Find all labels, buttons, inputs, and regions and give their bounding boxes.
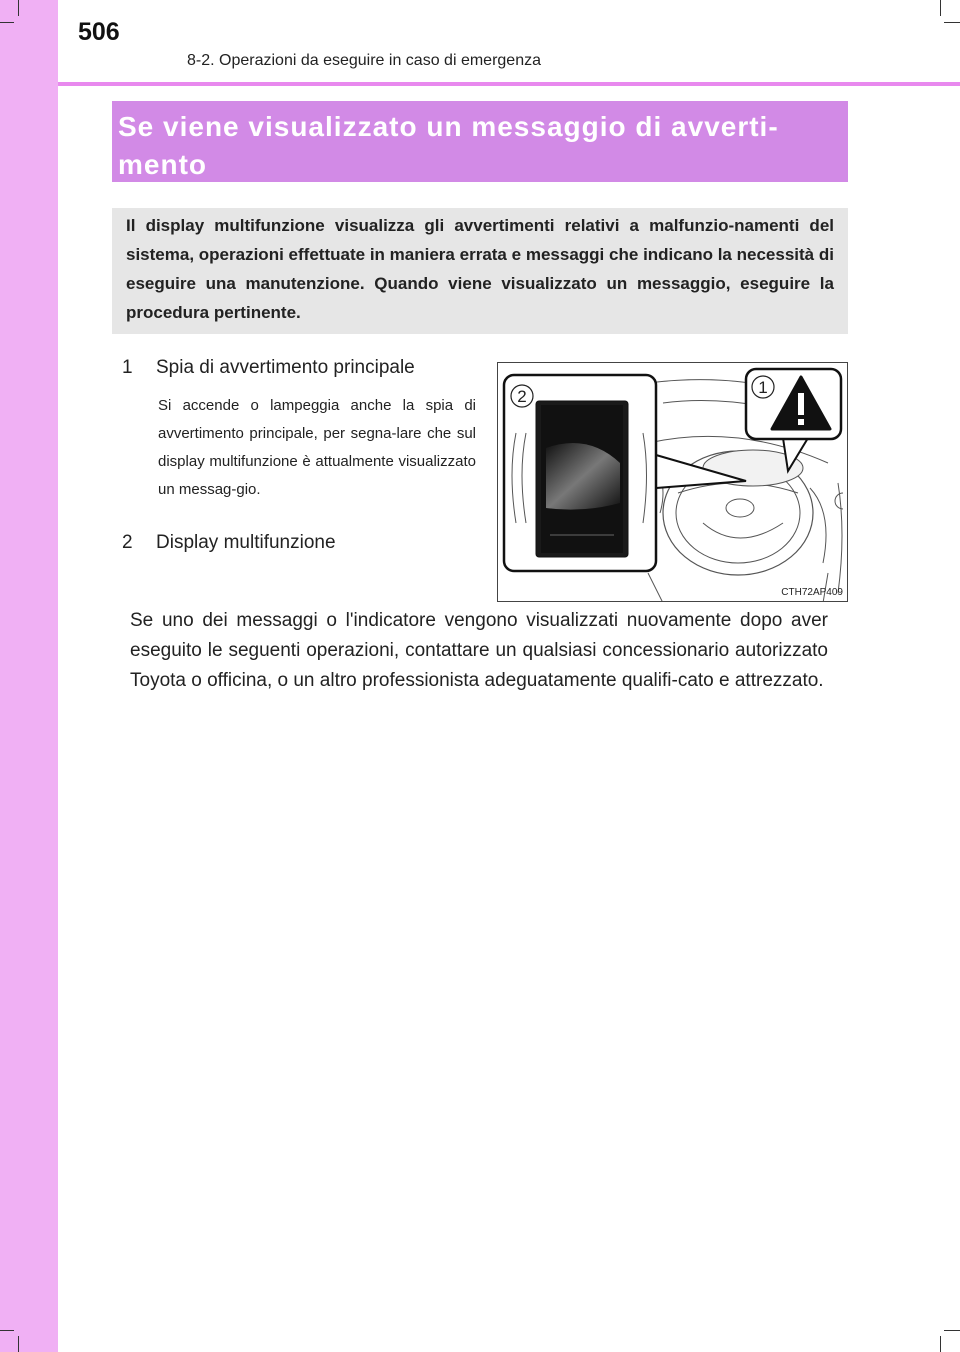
chapter-title: 8-2. Operazioni da eseguire in caso di emergenza xyxy=(187,52,541,69)
side-color-band xyxy=(0,0,58,1352)
crop-mark xyxy=(18,0,19,16)
crop-mark xyxy=(940,1336,941,1352)
crop-mark xyxy=(0,22,14,23)
crop-mark xyxy=(944,1330,960,1331)
dashboard-illustration xyxy=(497,362,848,602)
callout-1-number: 1 xyxy=(758,378,768,397)
header-rule xyxy=(58,82,960,86)
crop-mark xyxy=(944,22,960,23)
intro-box: Il display multifunzione visualizza gli avvertimenti relativi a malfunzio-namenti del sistema, operazioni effettuate in maniera errata e messaggi che indicano la necessità di eseguire una manutenzione. Quando viene visualizzato un messaggio, eseguire la procedura pertinente. xyxy=(112,208,848,334)
crop-mark xyxy=(940,0,941,16)
section-title: Se viene visualizzato un messaggio di avverti-mento xyxy=(112,101,848,182)
item-number-2: 2 xyxy=(122,532,133,553)
crop-mark xyxy=(18,1336,19,1352)
page-number: 506 xyxy=(78,18,120,46)
item-title-2: Display multifunzione xyxy=(156,532,336,553)
callout-2-number: 2 xyxy=(517,387,527,406)
body-paragraph: Se uno dei messaggi o l'indicatore vengono visualizzati nuovamente dopo aver eseguito le seguenti operazioni, contattare un qualsiasi concessionario autorizzato Toyota o officina, o un altro professionista adeguatamente qualifi-cato e attrezzato. xyxy=(130,610,828,691)
dashboard-drawing xyxy=(498,363,848,602)
figure-code: CTH72AP409 xyxy=(781,587,843,598)
item-description-1: Si accende o lampeggia anche la spia di avvertimento principale, per segna-lare che sul display multifunzione è attualmente visualizzato un messag-gio. xyxy=(158,397,476,498)
item-title-1: Spia di avvertimento principale xyxy=(156,357,415,378)
crop-mark xyxy=(0,1330,14,1331)
item-number-1: 1 xyxy=(122,357,133,378)
